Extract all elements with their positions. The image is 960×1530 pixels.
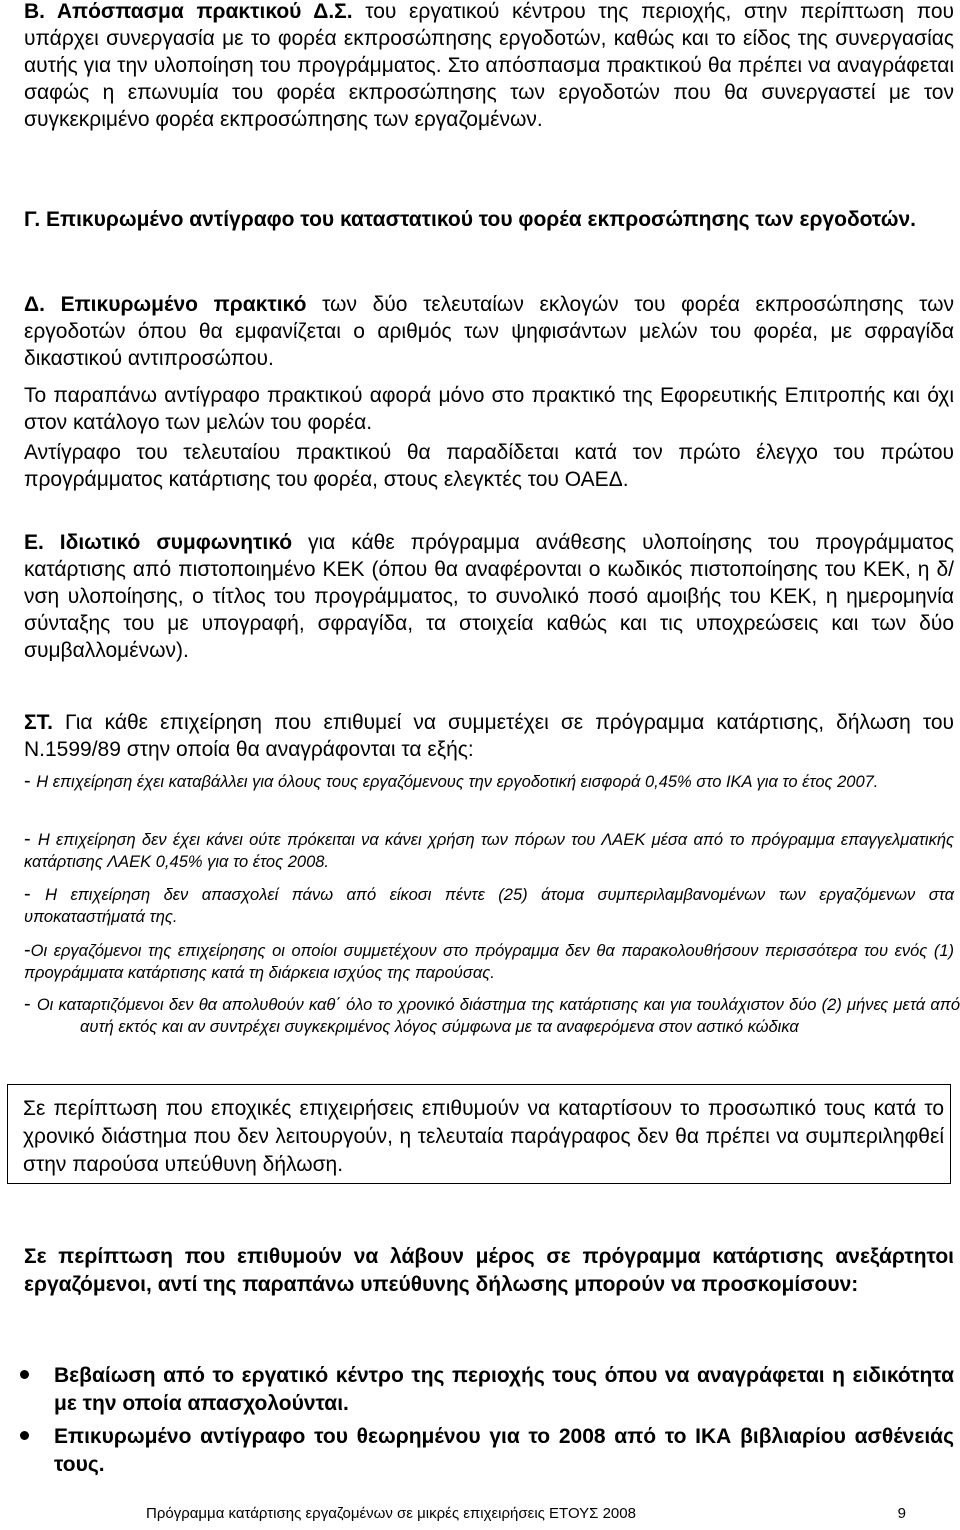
page-footer (146, 1505, 906, 1523)
section-e-text: για κάθε πρόγραμμα ανάθεσης υλοποίησης του προγράμματος κατάρτισης από πιστοποιημένο ΚΕΚ (όπου θα αναφέρονται ο κωδικός πιστοποίησης του ΚΕΚ, η δ/νση υλοποίησης, ο τίτλος του προγράμματος, το συνολικό ποσό αμοιβής του ΚΕΚ, η ημερομηνία σύνταξης του με υπογραφή, σφραγίδα, τα στοιχεία καθώς και τις υποχρεώσεις και των δύο συμβαλλομένων). (24, 531, 954, 662)
section-b-heading: Β. Απόσπασμα πρακτικού Δ.Σ. (24, 0, 353, 23)
item-dash: - (24, 883, 46, 905)
section-b (24, 0, 954, 133)
item-text: Οι καταρτιζόμενοι δεν θα απολυθούν καθ΄ όλο το χρονικό διάστημα της κατάρτισης και για τουλάχιστον δύο (2) μήνες μετά από αυτή εκτός και αν συντρέχει συγκεκριμένος λόγος σύμφωνα με τα αναφερόμενα στον αστικό κώδικα (36, 996, 960, 1036)
section-d-heading: Δ. Επικυρωμένο πρακτικό (24, 293, 307, 316)
declaration-item (24, 994, 960, 1038)
section-b-text: του εργατικού κέντρου της περιοχής, στην περίπτωση που υπάρχει συνεργασία με το φορέα εκπροσώπησης εργοδοτών, καθώς και το είδος της συνεργασίας αυτής για την υλοποίηση του προγράμματος. Στο απόσπασμα πρακτικού θα πρέπει να αναγράφεται σαφώς η επωνυμία του φορέα εκπροσώπησης των εργοδοτών που θα συνεργαστεί με τον συγκεκριμένο φορέα εκπροσώπησης των εργαζομένων. (24, 0, 955, 131)
section-st-text: Για κάθε επιχείρηση που επιθυμεί να συμμετέχει σε πρόγραμμα κατάρτισης, δήλωση του Ν.1599/89 στην οποία θα αναγράφονται τα εξής: (24, 711, 954, 761)
bullet-item (20, 1362, 954, 1418)
item-text: Η επιχείρηση δεν απασχολεί πάνω από είκοσι πέντε (25) άτομα συμπεριλαμβανομένων των εργαζόμενων στα υποκαταστήματά της. (24, 886, 954, 926)
declaration-item (24, 884, 954, 928)
section-d-paragraph-2: Το παραπάνω αντίγραφο πρακτικού αφορά μόνο στο πρακτικό της Εφορευτικής Επιτροπής και όχι στον κατάλογο των μελών του φορέα. (24, 384, 954, 434)
item-dash: - (24, 828, 38, 850)
item-text: Η επιχείρηση έχει καταβάλλει για όλους τους εργαζόμενους την εργοδοτική εισφορά 0,45% στο ΙΚΑ για το έτος 2007. (36, 773, 879, 791)
item-dash: - (24, 939, 31, 961)
item-text: Οι εργαζόμενοι της επιχείρησης οι οποίοι συμμετέχουν στο πρόγραμμα δεν θα παρακολουθήσουν περισσότερα του ενός (1) προγράμματα κατάρτισης κατά τη διάρκεια ισχύος της παρούσας. (24, 942, 954, 982)
bullet-icon (20, 1370, 29, 1379)
independent-workers-notice: Σε περίπτωση που επιθυμούν να λάβουν μέρος σε πρόγραμμα κατάρτισης ανεξάρτητοι εργαζόμενοι, αντί της παραπάνω υπεύθυνης δήλωσης μπορούν να προσκομίσουν: (24, 1245, 954, 1296)
section-d (24, 291, 954, 372)
section-d-paragraph-3: Αντίγραφο του τελευταίου πρακτικού θα παραδίδεται κατά τον πρώτο έλεγχο του πρώτου προγράμματος κατάρτισης του φορέα, στους ελεγκτές του ΟΑΕΔ. (24, 441, 954, 491)
section-g: Γ. Επικυρωμένο αντίγραφο του καταστατικού του φορέα εκπροσώπησης των εργοδοτών. (24, 208, 916, 231)
section-st (24, 709, 954, 763)
bullet-icon (20, 1431, 29, 1440)
bullet-text: Επικυρωμένο αντίγραφο του θεωρημένου για το 2008 από το ΙΚΑ βιβλιαρίου ασθένειάς τους. (54, 1425, 954, 1476)
declaration-item (24, 829, 954, 873)
section-e-heading: Ε. Ιδιωτικό συμφωνητικό (24, 531, 293, 554)
section-e (24, 529, 954, 664)
item-dash: - (24, 993, 37, 1015)
section-d-text: των δύο τελευταίων εκλογών του φορέα εκπροσώπησης των εργοδοτών όπου θα εμφανίζεται ο αριθμός των ψηφισάντων μελών του φορέα, με σφραγίδα δικαστικού αντιπροσώπου. (24, 293, 955, 370)
item-text: Η επιχείρηση δεν έχει κάνει ούτε πρόκειται να κάνει χρήση των πόρων του ΛΑΕΚ μέσα από το πρόγραμμα επαγγελματικής κατάρτισης ΛΑΕΚ 0,45% για το έτος 2008. (24, 831, 955, 871)
footer-title: Πρόγραμμα κατάρτισης εργαζομένων σε μικρές επιχειρήσεις ΕΤΟΥΣ 2008 (146, 1505, 636, 1522)
page-number: 9 (897, 1505, 906, 1522)
declaration-item (24, 771, 954, 794)
bullet-item (20, 1423, 954, 1479)
declaration-item (24, 940, 954, 984)
bullet-text: Βεβαίωση από το εργατικό κέντρο της περιοχής τους όπου να αναγράφεται η ειδικότητα με την οποία απασχολούνται. (54, 1364, 954, 1415)
item-dash: - (24, 770, 37, 792)
seasonal-business-note-box: Σε περίπτωση που εποχικές επιχειρήσεις επιθυμούν να καταρτίσουν το προσωπικό τους κατά το χρονικό διάστημα που δεν λειτουργούν, η τελευταία παράγραφος δεν θα πρέπει να συμπεριληφθεί στην παρούσα υπεύθυνη δήλωση. (7, 1084, 951, 1184)
section-st-heading: ΣΤ. (24, 711, 53, 734)
